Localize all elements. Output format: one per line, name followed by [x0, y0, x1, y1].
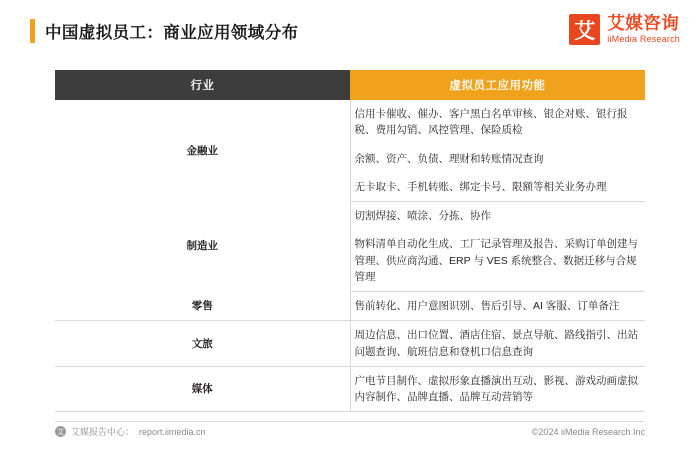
brand-names: [607, 14, 680, 44]
cell-function: 无卡取卡、手机转账、绑定卡号、限额等相关业务办理: [350, 173, 645, 202]
footer-copyright: ©2024 iiMedia Research Inc: [531, 426, 645, 437]
brand-logo: [569, 14, 680, 45]
column-header-industry: 行业: [55, 70, 350, 100]
cell-function: 售前转化、用户意图识别、售后引导、AI 客服、订单备注: [350, 292, 645, 321]
cell-industry: 媒体: [55, 366, 350, 412]
cell-industry: 文旅: [55, 321, 350, 367]
slide-header: [0, 0, 700, 62]
application-table: [55, 70, 645, 412]
brand-mark-icon: 艾: [569, 14, 600, 45]
brand-name-en: iiMedia Research: [607, 33, 680, 44]
footer-brand-icon: 艾: [55, 426, 66, 437]
footer-report-center: [55, 425, 206, 438]
footer-content: [55, 425, 645, 438]
footer-report-url[interactable]: report.iimedia.cn: [139, 426, 206, 437]
cell-industry: 金融业: [55, 100, 350, 202]
table-row: [55, 202, 645, 231]
application-table-wrapper: [55, 70, 645, 412]
page-title: 中国虚拟员工：商业应用领域分布: [45, 24, 299, 42]
footer-divider: [55, 421, 645, 422]
table-row: [55, 321, 645, 367]
footer-report-label: 艾媒报告中心：: [71, 427, 135, 437]
brand-name-cn: 艾媒咨询: [607, 13, 680, 34]
cell-function: 信用卡催收、催办、客户黑白名单审核、银企对账、银行报税、费用勾销、风控管理、保险质检: [354, 108, 628, 137]
table-head: [55, 70, 645, 100]
table-row: [55, 366, 645, 412]
table-row: [55, 292, 645, 321]
cell-industry: 制造业: [55, 202, 350, 292]
table-header-row: [55, 70, 645, 100]
cell-function: 物料清单自动化生成、工厂记录管理及报告、采购订单创建与管理、供应商沟通、ERP 与 VES 系统整合、数据迁移与合规管理: [350, 230, 645, 291]
title-accent-bar: [30, 19, 35, 43]
table-body: [55, 100, 645, 412]
table-row: [55, 100, 645, 145]
cell-function: 广电节目制作、虚拟形象直播演出互动、影视、游戏动画虚拟内容制作、品牌直播、品牌互动营销等: [350, 366, 645, 412]
cell-industry: 零售: [55, 292, 350, 321]
cell-function: 周边信息、出口位置、酒店住宿、景点导航、路线指引、出站问题查询、航班信息和登机口信息查询: [350, 321, 645, 367]
cell-function: 切割焊接、喷涂、分拣、协作: [354, 210, 491, 223]
cell-function: 余额、资产、负债、理财和转账情况查询: [354, 152, 544, 165]
slide-footer: [0, 421, 700, 443]
column-header-functions: 虚拟员工应用功能: [350, 70, 645, 100]
